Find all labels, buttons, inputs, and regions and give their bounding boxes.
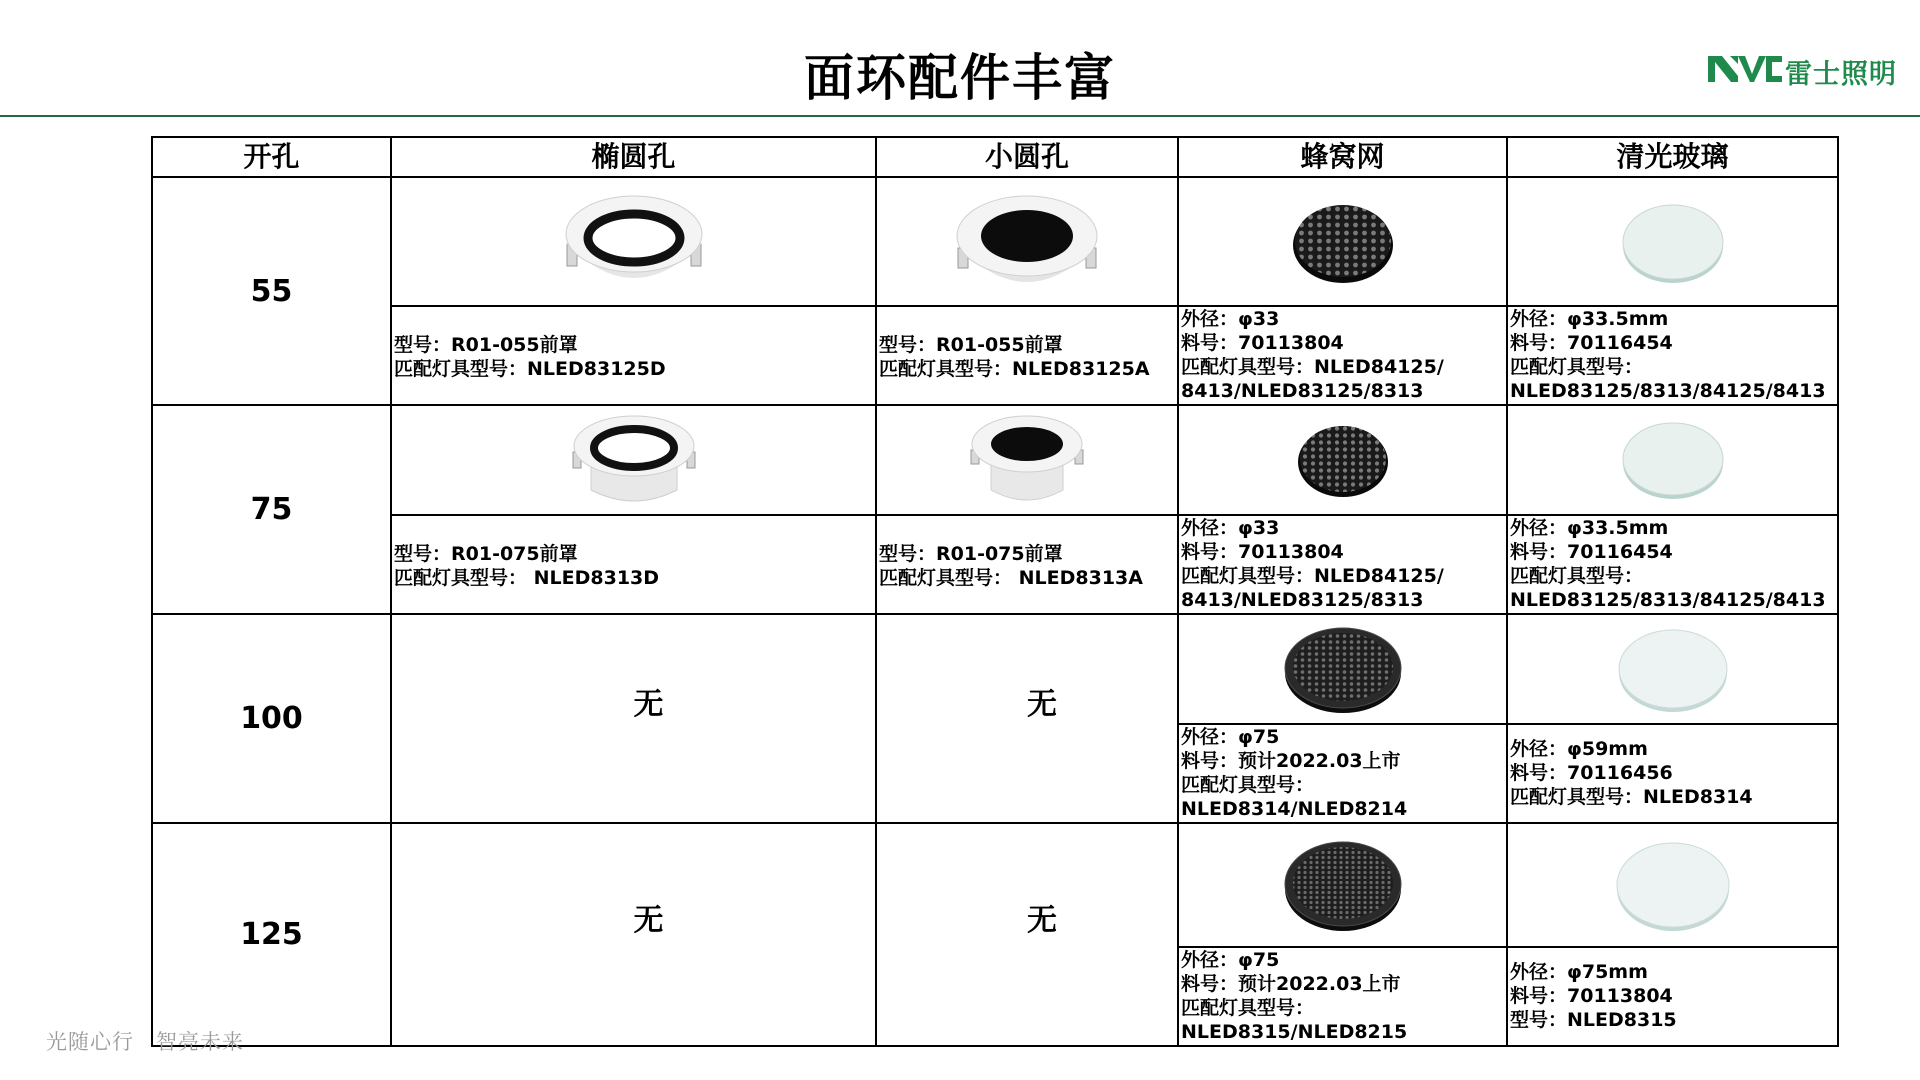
honeycomb-spec: 外径：φ33 料号：70113804 匹配灯具型号：NLED84125/ 8413/NLED83125/8313 (1178, 306, 1507, 405)
oval-ring-unavailable: 无 (391, 823, 876, 1046)
nvc-logo-icon (1708, 50, 1782, 84)
page-title: 面环配件丰富 (804, 49, 1116, 107)
glass-spec: 外径：φ33.5mm 料号：70116454 匹配灯具型号： NLED83125/8313/84125/8413 (1507, 515, 1838, 614)
small-ring-unavailable: 无 (876, 823, 1178, 1046)
oval-ring-spec: 型号：R01-075前罩 匹配灯具型号： NLED8313D (391, 515, 876, 614)
honeycomb-spec: 外径：φ75 料号：预计2022.03上市 匹配灯具型号： NLED8315/NLED8215 (1178, 947, 1507, 1046)
small-ring-unavailable: 无 (876, 614, 1178, 823)
table-row (152, 177, 1838, 306)
table-row (152, 405, 1838, 515)
honeycomb-mesh-image (1178, 614, 1507, 724)
header-clear-glass: 清光玻璃 (1507, 137, 1838, 177)
accessory-spec-table (151, 136, 1839, 1047)
glass-spec: 外径：φ59mm 料号：70116456 匹配灯具型号：NLED8314 (1507, 724, 1838, 823)
table-header-row (152, 137, 1838, 177)
clear-glass-disc-image (1507, 614, 1838, 724)
brand-name: 雷士照明 (1785, 59, 1897, 90)
small-ring-spec: 型号：R01-075前罩 匹配灯具型号： NLED8313A (876, 515, 1178, 614)
oval-ring-spec: 型号：R01-055前罩 匹配灯具型号：NLED83125D (391, 306, 876, 405)
clear-glass-disc-image (1507, 405, 1838, 515)
oval-bezel-ring-image (391, 405, 876, 515)
header-cutout: 开孔 (152, 137, 391, 177)
honeycomb-spec: 外径：φ33 料号：70113804 匹配灯具型号：NLED84125/ 8413/NLED83125/8313 (1178, 515, 1507, 614)
table-row (152, 614, 1838, 724)
cutout-size: 55 (152, 177, 391, 405)
honeycomb-mesh-image (1178, 405, 1507, 515)
cutout-size: 125 (152, 823, 391, 1046)
brand-logo (1708, 50, 1897, 90)
header-honeycomb-mesh: 蜂窝网 (1178, 137, 1507, 177)
round-bezel-ring-image (876, 405, 1178, 515)
oval-ring-unavailable: 无 (391, 614, 876, 823)
header-oval-hole: 椭圆孔 (391, 137, 876, 177)
glass-spec: 外径：φ75mm 料号：70113804 型号：NLED8315 (1507, 947, 1838, 1046)
table-row (152, 306, 1838, 405)
glass-spec: 外径：φ33.5mm 料号：70116454 匹配灯具型号： NLED83125/8313/84125/8413 (1507, 306, 1838, 405)
honeycomb-mesh-image (1178, 823, 1507, 947)
table-row (152, 515, 1838, 614)
clear-glass-disc-image (1507, 177, 1838, 306)
cutout-size: 100 (152, 614, 391, 823)
header-small-round-hole: 小圆孔 (876, 137, 1178, 177)
cutout-size: 75 (152, 405, 391, 614)
round-bezel-ring-image (876, 177, 1178, 306)
footer-slogan: 光随心行 智亮未来 (46, 1030, 244, 1054)
small-ring-spec: 型号：R01-055前罩 匹配灯具型号：NLED83125A (876, 306, 1178, 405)
header-divider (0, 115, 1920, 117)
honeycomb-spec: 外径：φ75 料号：预计2022.03上市 匹配灯具型号： NLED8314/NLED8214 (1178, 724, 1507, 823)
oval-bezel-ring-image (391, 177, 876, 306)
honeycomb-mesh-image (1178, 177, 1507, 306)
table-row (152, 823, 1838, 947)
clear-glass-disc-image (1507, 823, 1838, 947)
